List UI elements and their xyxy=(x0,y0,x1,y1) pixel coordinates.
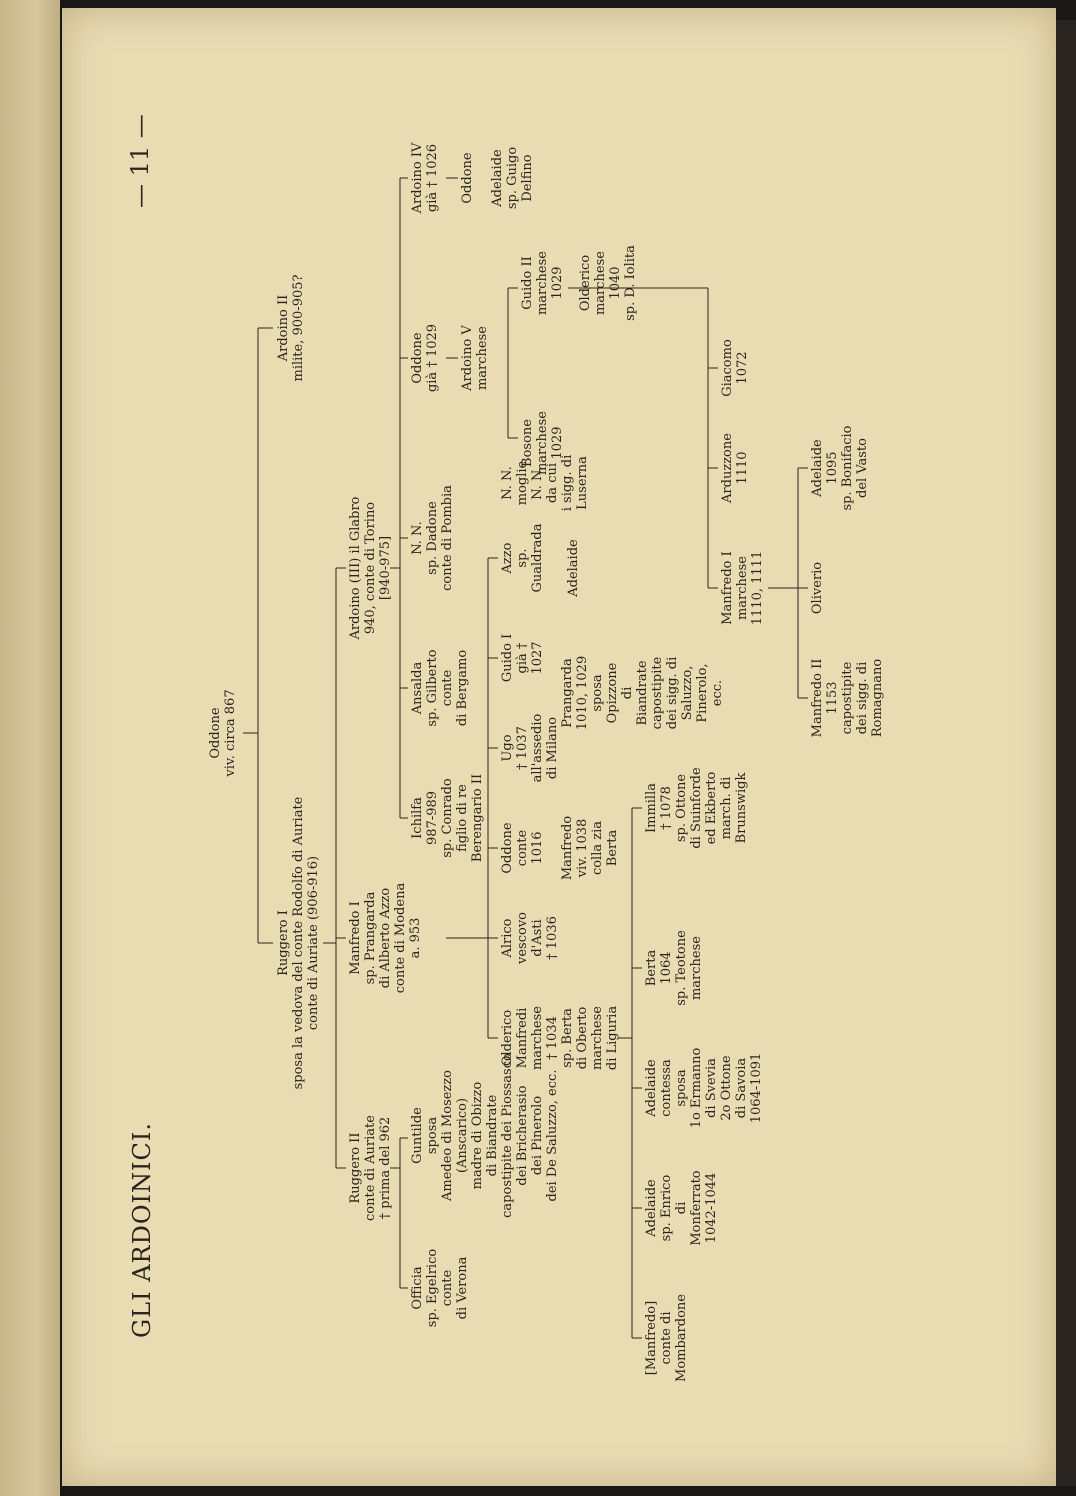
person-ardoino-v: Ardoino V marchese xyxy=(460,325,490,391)
person-manfredo-i: Manfredo I sp. Prangarda di Alberto Azzo conte di Modena a. 953 xyxy=(348,882,423,994)
person-adelaide-enrico: Adelaide sp. Enrico di Monferrato 1042-1044 xyxy=(644,1170,719,1246)
person-ardoino-iii: Ardoino (III) il Glabro 940, conte di Torino [940-975] xyxy=(348,496,393,640)
person-adelaide: Adelaide xyxy=(566,539,581,597)
person-manfredo-viv: Manfredo viv. 1038 colla zia Berta xyxy=(560,815,620,881)
person-oddone-iii: Oddone conte 1016 xyxy=(500,822,545,874)
page-number: — 11 — xyxy=(126,114,154,208)
person-guido-i: Guido I già † 1027 xyxy=(500,633,545,683)
person-guntilde: Guntilde sposa Amedeo di Mosezzo (Anscarico) madre di Obizzo di Biandrate capostipite dei Piossasco dei Bricherasio dei Pinerolo dei De Saluzzo, ecc. xyxy=(410,1053,560,1218)
person-nn-luserna: N. N. moglie N. N. da cui i sigg. di Luserna xyxy=(500,454,590,512)
person-oddone: Oddone viv. circa 867 xyxy=(208,689,238,777)
book-spine xyxy=(0,0,60,1496)
person-giacomo: Giacomo 1072 xyxy=(720,339,750,397)
genealogy-chart xyxy=(108,28,968,1468)
person-bosone: Bosone marchese 1029 xyxy=(520,411,565,476)
person-azzo: Azzo sp. Gualdrada xyxy=(500,523,545,593)
person-ardoino-ii: Ardoino II milite, 900-905? xyxy=(276,274,306,382)
person-nn-dadone: N. N. sp. Dadone conte di Pombia xyxy=(410,485,455,591)
person-manfredo-ii: Manfredo II 1153 capostipite dei sigg. di Romagnano xyxy=(810,658,885,738)
page-title: GLI ARDOINICI. xyxy=(128,1122,156,1338)
person-adelaide-vasto: Adelaide 1095 sp. Bonifacio del Vasto xyxy=(810,425,870,511)
person-berta: Berta 1064 sp. Teotone marchese xyxy=(644,930,704,1006)
person-prangarda: Prangarda 1010, 1029 sposa Opizzone di Biandrate capostipite dei sigg. di Saluzzo, Pinerolo, ecc. xyxy=(560,655,725,731)
person-manfredo-mombardone: [Manfredo] conte di Mombardone xyxy=(644,1294,689,1382)
person-officia: Officia sp. Egelrico conte di Verona xyxy=(410,1248,470,1328)
person-ruggero-ii: Ruggero II conte di Auriate † prima del 962 xyxy=(348,1115,393,1221)
person-oddone-ii: Oddone già † 1029 xyxy=(410,323,440,393)
person-oliverio: Oliverio xyxy=(810,561,825,615)
person-adelaide-contessa: Adelaide contessa sposa 1o Ermanno di Svevia 2o Ottone di Savoia 1064-1091 xyxy=(644,1047,764,1129)
person-adelaide-guigo: Adelaide sp. Guigo Delfino xyxy=(490,146,535,210)
person-ansalda: Ansalda sp. Gilberto conte di Bergamo xyxy=(410,649,470,727)
person-oddone-iv: Oddone xyxy=(460,152,475,204)
person-alrico: Alrico vescovo d'Asti † 1036 xyxy=(500,912,560,964)
person-olderico-ii: Olderico marchese 1040 sp. D. Iolita xyxy=(578,245,638,321)
person-ardoino-iv: Ardoino IV già † 1026 xyxy=(410,142,440,214)
page-edge xyxy=(1056,20,1076,1486)
person-ugo: Ugo † 1037 all'assedio di Milano xyxy=(500,713,560,783)
person-ichilfa: Ichilfa 987-989 sp. Conrado figlio di re Berengario II xyxy=(410,773,485,863)
person-olderico-manfredi: Olderico Manfredi marchese † 1034 sp. Berta di Oberto marchese di Liguria xyxy=(500,1005,620,1071)
person-ruggero-i: Ruggero I sposa la vedova del conte Rodolfo di Auriate conte di Auriate (906-916) xyxy=(276,796,321,1090)
person-immilla: Immilla † 1078 sp. Ottone di Suinforde ed Ekberto march. di Brunswigk xyxy=(644,767,749,849)
person-manfredo-i-b: Manfredo I marchese 1110, 1111 xyxy=(720,550,765,626)
person-guido-ii: Guido II marchese 1029 xyxy=(520,251,565,316)
person-arduzzone: Arduzzone 1110 xyxy=(720,433,750,503)
